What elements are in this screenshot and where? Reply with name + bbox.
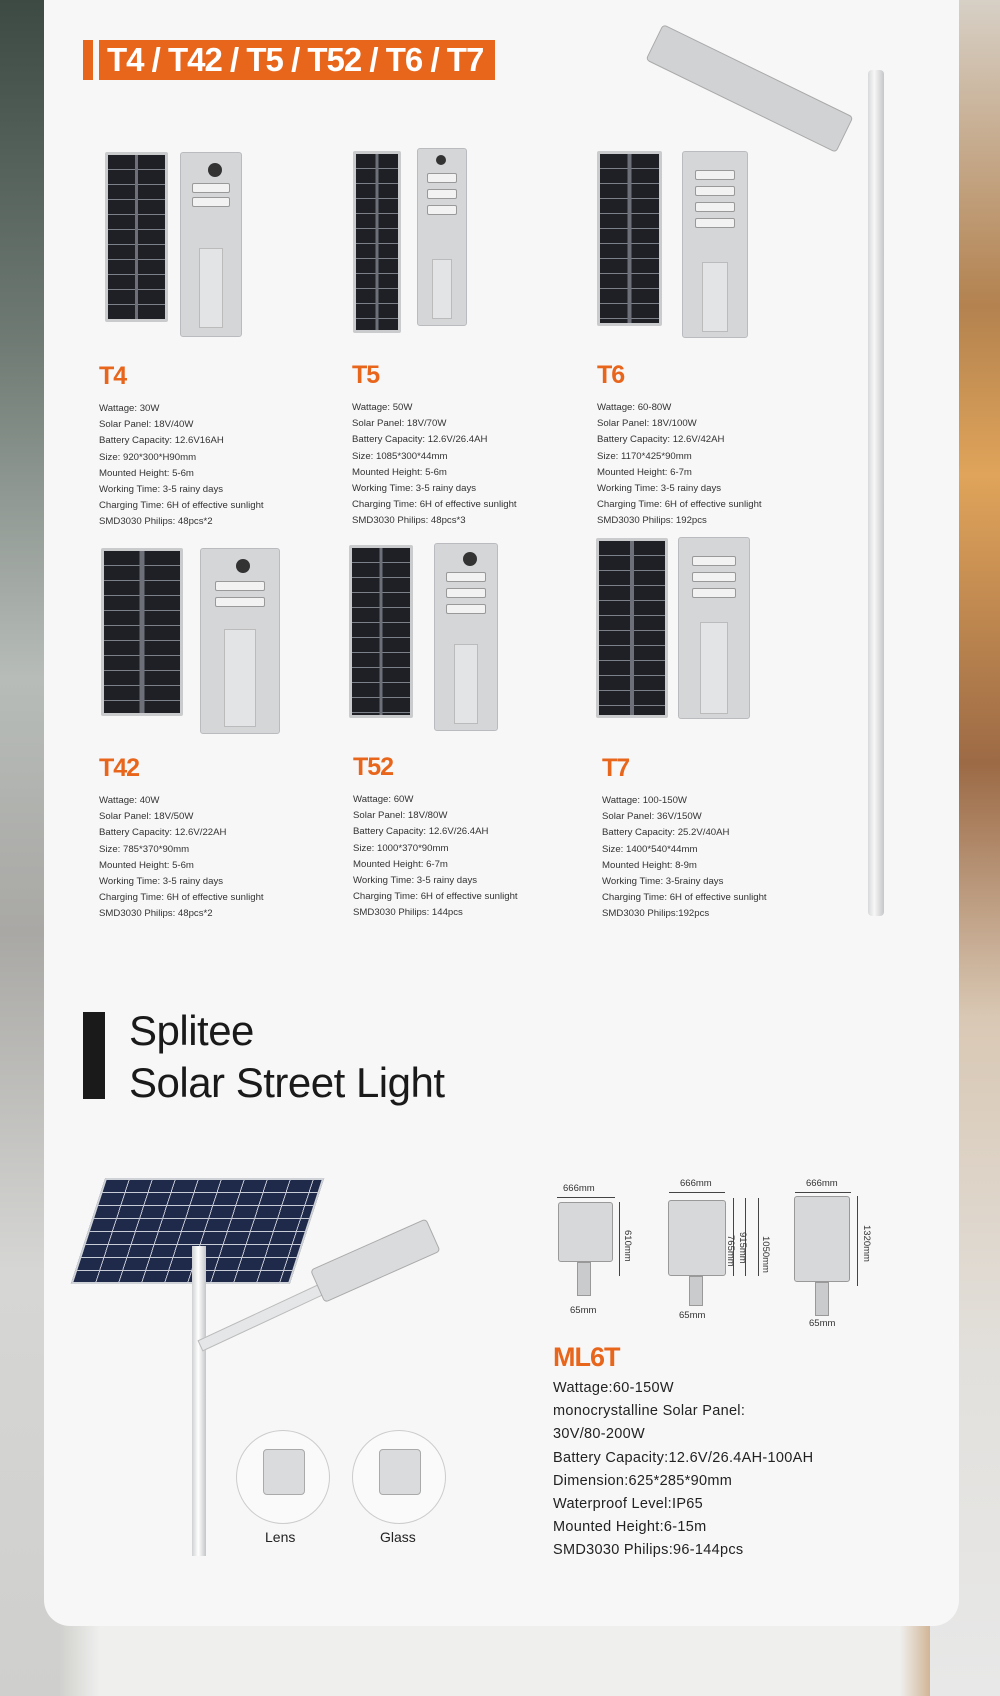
mount-arm [454, 644, 479, 724]
dim-line [619, 1202, 620, 1276]
glass-lamp-icon [379, 1449, 421, 1495]
dim-stem-1: 65mm [570, 1305, 597, 1316]
spec-line: Wattage:60-150W [553, 1380, 674, 1396]
spec-line: Charging Time: 6H of effective sunlight [353, 891, 518, 903]
spec-line: Working Time: 3-5rainy days [602, 876, 724, 888]
mount-arm [700, 622, 728, 714]
splitee-title [129, 1005, 445, 1109]
spec-line: Wattage: 100-150W [602, 795, 687, 806]
dim-width-1: 666mm [563, 1183, 595, 1194]
spec-line: Charging Time: 6H of effective sunlight [99, 892, 264, 904]
led-module [427, 205, 458, 215]
spec-line: Battery Capacity: 25.2V/40AH [602, 827, 730, 839]
product-name: T5 [352, 361, 380, 389]
led-module [695, 218, 736, 228]
spec-line: Dimension:625*285*90mm [553, 1472, 733, 1489]
spec-line: Working Time: 3-5 rainy days [99, 876, 224, 888]
sensor-icon [208, 163, 222, 177]
sensor-icon [236, 559, 250, 573]
spec-line: SMD3030 Philips: 48pcs*2 [99, 516, 213, 528]
product-name: ML6T [553, 1342, 620, 1372]
spec-line: monocrystalline Solar Panel: [553, 1403, 746, 1420]
ml6t-medium-lamp-image [668, 1200, 726, 1276]
product-t7 [602, 754, 767, 923]
spec-line: Solar Panel: 18V/40W [99, 419, 194, 431]
product-t52 [353, 753, 518, 922]
spec-line: Solar Panel: 18V/100W [597, 418, 697, 430]
product-t42 [99, 754, 264, 923]
ml6t-large-lamp-image [794, 1196, 850, 1282]
spec-line: Charging Time: 6H of effective sunlight [602, 892, 767, 904]
product-name: T6 [597, 361, 625, 389]
section-header [83, 40, 495, 80]
dim-line [758, 1198, 759, 1276]
spec-line: Size: 920*300*H90mm [99, 451, 197, 463]
product-name: T7 [602, 754, 630, 782]
spec-line: Mounted Height: 5-6m [99, 467, 194, 479]
t6-lamp-image [682, 151, 748, 338]
lamp-stem [689, 1276, 703, 1306]
spec-line: Mounted Height: 6-7m [353, 858, 448, 870]
spec-line: Battery Capacity: 12.6V/22AH [99, 827, 227, 839]
spec-line: SMD3030 Philips:192pcs [602, 908, 710, 920]
t52-solar-panel-image [349, 545, 413, 718]
dim-line [795, 1192, 851, 1193]
spec-line: 30V/80-200W [553, 1426, 645, 1443]
t4-solar-panel-image [105, 152, 168, 322]
spec-line: Battery Capacity: 12.6V/42AH [597, 434, 725, 446]
spec-line: SMD3030 Philips: 192pcs [597, 515, 707, 527]
dim-height-1: 610mm [622, 1230, 633, 1262]
dim-width-2: 666mm [680, 1178, 712, 1189]
spec-line: Wattage: 60W [353, 794, 414, 805]
lens-lamp-icon [263, 1449, 305, 1495]
spec-line: Mounted Height: 8-9m [602, 859, 697, 871]
mount-arm [432, 259, 451, 319]
dim-height-3: 1320mm [861, 1225, 872, 1262]
t6-solar-panel-image [597, 151, 662, 326]
spec-line: Mounted Height: 5-6m [99, 859, 194, 871]
led-module [427, 189, 458, 199]
glass-option-image [352, 1430, 446, 1524]
led-module [692, 588, 737, 598]
led-module [192, 197, 230, 207]
led-module [215, 597, 265, 607]
spec-line: Mounted Height: 6-7m [597, 466, 692, 478]
led-module [192, 183, 230, 193]
led-module [692, 572, 737, 582]
led-module [446, 588, 486, 598]
spec-line: SMD3030 Philips: 48pcs*2 [99, 908, 213, 920]
spec-line: Wattage: 50W [352, 402, 413, 413]
led-module [695, 170, 736, 180]
spec-line: Working Time: 3-5 rainy days [99, 484, 224, 496]
spec-line: Wattage: 60-80W [597, 402, 672, 413]
product-t6 [597, 361, 762, 530]
splitee-accent-bar [83, 1012, 105, 1099]
spec-line: Battery Capacity: 12.6V16AH [99, 435, 224, 447]
header-accent-bar [83, 40, 93, 80]
spec-line: Size: 1170*425*90mm [597, 450, 692, 462]
glass-label: Glass [380, 1529, 416, 1545]
t7-lamp-image [678, 537, 750, 719]
dim-height-2b: 915mm [737, 1232, 748, 1264]
spec-line: SMD3030 Philips: 48pcs*3 [352, 515, 466, 527]
splitee-title-line2: Solar Street Light [129, 1059, 445, 1106]
led-module [692, 556, 737, 566]
spec-line: Battery Capacity: 12.6V/26.4AH [353, 826, 489, 838]
dim-height-2c: 1050mm [760, 1236, 771, 1273]
t52-lamp-image [434, 543, 498, 731]
dim-width-3: 666mm [806, 1178, 838, 1189]
sensor-icon [436, 155, 446, 165]
lamp-stem [577, 1262, 591, 1296]
product-name: T42 [99, 754, 140, 782]
spec-line: Wattage: 30W [99, 403, 160, 414]
dim-line [857, 1196, 858, 1286]
spec-line: Wattage: 40W [99, 795, 160, 806]
header-title: T4 / T42 / T5 / T52 / T6 / T7 [99, 40, 495, 80]
t42-lamp-image [200, 548, 280, 734]
split-pole-image [192, 1246, 206, 1556]
product-ml6t [553, 1342, 813, 1563]
spec-line: Solar Panel: 18V/80W [353, 810, 448, 822]
t42-solar-panel-image [101, 548, 183, 716]
dim-stem-3: 65mm [809, 1318, 836, 1329]
spec-line: Mounted Height:6-15m [553, 1519, 707, 1536]
dim-height-2a: 765mm [725, 1235, 736, 1267]
dim-line [557, 1197, 615, 1198]
mount-arm [702, 262, 728, 332]
product-name: T52 [353, 753, 394, 781]
lens-label: Lens [265, 1529, 296, 1545]
spec-line: Solar Panel: 18V/50W [99, 811, 194, 823]
lens-option-image [236, 1430, 330, 1524]
t4-lamp-image [180, 152, 242, 337]
sensor-icon [463, 552, 477, 566]
t5-lamp-image [417, 148, 467, 326]
led-module [215, 581, 265, 591]
spec-line: Solar Panel: 36V/150W [602, 811, 702, 823]
spec-line: Charging Time: 6H of effective sunlight [99, 500, 264, 512]
t5-solar-panel-image [353, 151, 401, 333]
spec-line: Size: 785*370*90mm [99, 843, 190, 855]
dim-line [669, 1192, 725, 1193]
lamp-stem [815, 1282, 829, 1316]
spec-line: SMD3030 Philips:96-144pcs [553, 1542, 744, 1559]
led-module [427, 173, 458, 183]
spec-line: Working Time: 3-5 rainy days [353, 875, 478, 887]
spec-line: Size: 1400*540*44mm [602, 843, 698, 855]
spec-line: Working Time: 3-5 rainy days [352, 483, 477, 495]
product-name: T4 [99, 362, 127, 390]
led-module [446, 604, 486, 614]
street-light-pole-image [868, 70, 884, 916]
led-module [695, 186, 736, 196]
product-t5 [352, 361, 517, 530]
spec-line: Mounted Height: 5-6m [352, 466, 447, 478]
led-module [695, 202, 736, 212]
mount-arm [224, 629, 255, 727]
spec-line: Working Time: 3-5 rainy days [597, 483, 722, 495]
mount-arm [199, 248, 223, 328]
spec-line: Charging Time: 6H of effective sunlight [352, 499, 517, 511]
spec-line: SMD3030 Philips: 144pcs [353, 907, 463, 919]
dim-stem-2: 65mm [679, 1310, 706, 1321]
spec-line: Charging Time: 6H of effective sunlight [597, 499, 762, 511]
ml6t-small-lamp-image [558, 1202, 613, 1262]
spec-line: Battery Capacity: 12.6V/26.4AH [352, 434, 488, 446]
led-module [446, 572, 486, 582]
spec-line: Waterproof Level:IP65 [553, 1496, 704, 1513]
t7-solar-panel-image [596, 538, 668, 718]
spec-line: Solar Panel: 18V/70W [352, 418, 447, 430]
spec-line: Battery Capacity:12.6V/26.4AH-100AH [553, 1449, 814, 1466]
spec-line: Size: 1000*370*90mm [353, 842, 449, 854]
spec-line: Size: 1085*300*44mm [352, 450, 448, 462]
product-t4 [99, 362, 264, 531]
splitee-title-line1: Splitee [129, 1007, 254, 1054]
